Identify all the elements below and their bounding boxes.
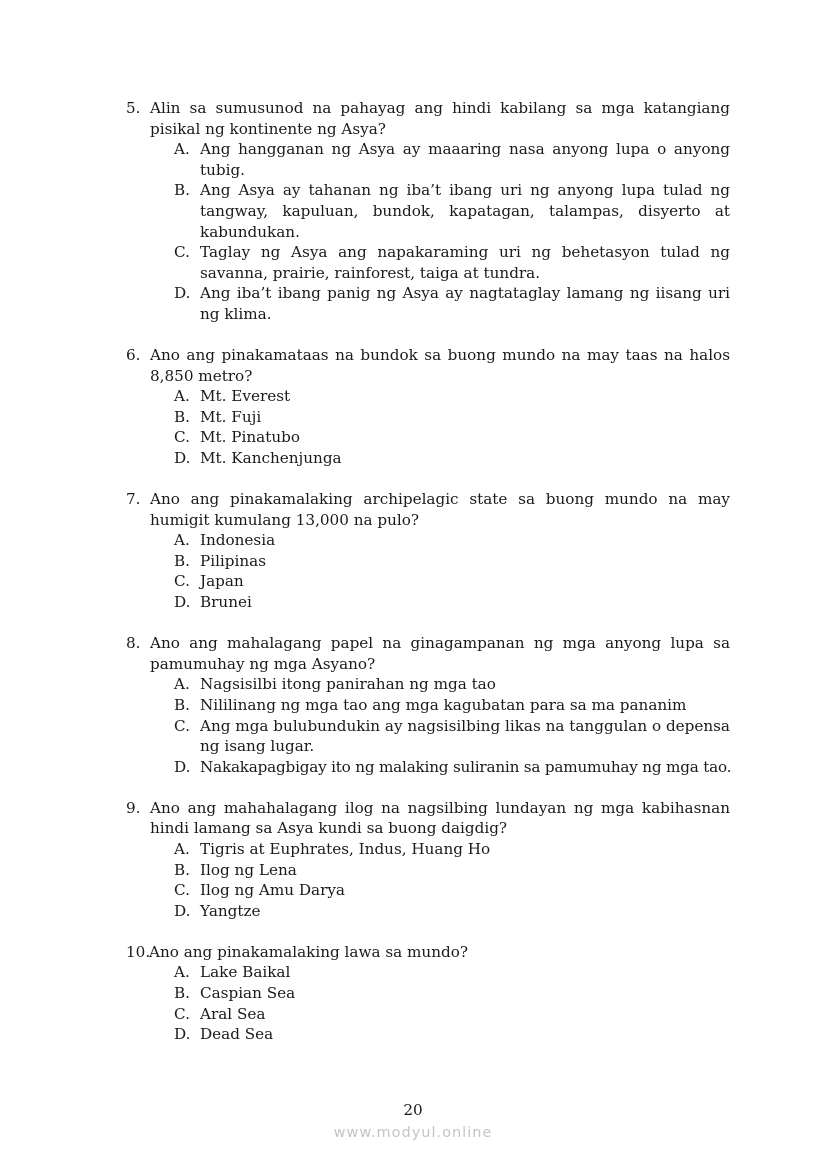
choice-text: Mt. Everest xyxy=(200,387,291,406)
choice-letter: C. xyxy=(174,881,190,900)
choice-text: Japan xyxy=(200,572,244,591)
choice-letter: D. xyxy=(174,449,191,467)
choice-letter: C. xyxy=(174,428,190,447)
choice-text: Brunei xyxy=(200,593,252,612)
choice-text: Nililinang ng mga tao ang mga kagubatan para sa ma pananim xyxy=(200,695,687,714)
choice-letter: D. xyxy=(174,593,191,612)
choice-letter: C. xyxy=(174,572,190,591)
choice-text: Yangtze xyxy=(200,901,261,920)
question-text: Ano ang pinakamalaking lawa sa mundo? xyxy=(149,942,468,961)
choice-letter: B. xyxy=(174,860,190,879)
choice-c xyxy=(174,716,730,757)
choice-b xyxy=(174,180,730,242)
question-5 xyxy=(126,98,730,325)
choice-letter: B. xyxy=(174,695,190,714)
choice-letter: D. xyxy=(174,1025,191,1044)
question-text: Ano ang mahalagang papel na ginagampanan ng mga anyong lupa sa pamumuhay ng mga Asyano? xyxy=(150,634,730,673)
choice-text: Ang Asya ay tahanan ng iba’t ibang uri ng anyong lupa tulad ng tangway, kapuluan, bundok, kapatagan, talampas, disyerto at kabundukan. xyxy=(200,181,730,241)
choice-text: Taglay ng Asya ang napakaraming uri ng behetasyon tulad ng savanna, prairie, rainforest, taiga at tundra. xyxy=(200,243,730,282)
question-10 xyxy=(126,942,730,1045)
choice-letter: A. xyxy=(174,675,190,694)
choice-text: Mt. Pinatubo xyxy=(200,428,300,447)
choice-text: Ang mga bulubundukin ay nagsisilbing likas na tanggulan o depensa ng isang lugar. xyxy=(200,716,730,756)
choice-a xyxy=(174,530,730,551)
choice-letter: B. xyxy=(174,407,190,426)
question-7 xyxy=(126,489,730,613)
choice-a xyxy=(174,386,730,407)
questions-section xyxy=(126,98,730,1065)
choice-text: Indonesia xyxy=(200,531,276,550)
choice-text: Pilipinas xyxy=(200,551,267,570)
choice-c xyxy=(174,880,730,901)
choice-b xyxy=(174,551,730,572)
choice-c xyxy=(174,427,730,448)
question-number: 6. xyxy=(126,346,141,365)
choice-b xyxy=(174,860,730,881)
choice-text: Caspian Sea xyxy=(200,984,296,1003)
choice-letter: B. xyxy=(174,551,190,570)
question-number: 8. xyxy=(126,634,141,653)
choice-list xyxy=(126,530,730,612)
choice-text: Nagsisilbi itong panirahan ng mga tao xyxy=(200,675,496,694)
choice-letter: B. xyxy=(174,984,190,1003)
question-9 xyxy=(126,798,730,922)
choice-letter: D. xyxy=(174,901,191,920)
choice-text: Ilog ng Amu Darya xyxy=(200,881,345,900)
choice-d xyxy=(174,901,730,922)
choice-letter: A. xyxy=(174,531,190,550)
choice-text: Lake Baikal xyxy=(200,963,291,982)
question-number: 5. xyxy=(126,99,141,117)
choice-c xyxy=(174,1004,730,1025)
choice-letter: D. xyxy=(174,757,191,776)
choice-text: Ang iba’t ibang panig ng Asya ay nagtataglay lamang ng iisang uri ng klima. xyxy=(200,284,730,323)
choice-c xyxy=(174,571,730,592)
choice-a xyxy=(174,839,730,860)
choice-list xyxy=(126,139,730,324)
choice-letter: A. xyxy=(174,963,190,982)
choice-letter: B. xyxy=(174,181,190,200)
page-number: 20 xyxy=(403,1101,423,1119)
choice-a xyxy=(174,674,730,695)
question-number: 9. xyxy=(126,798,141,817)
choice-letter: C. xyxy=(174,1004,190,1023)
choice-text: Aral Sea xyxy=(200,1004,266,1023)
choice-d xyxy=(174,592,730,613)
choice-letter: A. xyxy=(174,387,190,406)
question-text: Ano ang mahahalagang ilog na nagsilbing lundayan ng mga kabihasnan hindi lamang sa Asya kundi sa buong daigdig? xyxy=(150,798,730,838)
choice-text: Ang hangganan ng Asya ay maaaring nasa anyong lupa o anyong tubig. xyxy=(200,140,730,179)
question-6 xyxy=(126,345,730,469)
question-text: Ano ang pinakamataas na bundok sa buong mundo na may taas na halos 8,850 metro? xyxy=(150,346,730,385)
question-number: 7. xyxy=(126,490,141,509)
choice-a xyxy=(174,962,730,983)
choice-b xyxy=(174,983,730,1004)
choice-list xyxy=(126,386,730,468)
choice-letter: C. xyxy=(174,243,190,262)
choice-text: Mt. Kanchenjunga xyxy=(200,449,342,467)
question-text: Ano ang pinakamalaking archipelagic state sa buong mundo na may humigit kumulang 13,000 na pulo? xyxy=(150,490,730,529)
choice-c xyxy=(174,242,730,283)
question-text: Alin sa sumusunod na pahayag ang hindi kabilang sa mga katangiang pisikal ng kontinente ng Asya? xyxy=(150,99,730,138)
choice-b xyxy=(174,407,730,428)
choice-letter: C. xyxy=(174,716,190,735)
choice-list xyxy=(126,962,730,1044)
choice-a xyxy=(174,139,730,180)
choice-list xyxy=(126,839,730,921)
choice-letter: D. xyxy=(174,284,191,303)
choice-d xyxy=(174,1024,730,1045)
choice-d xyxy=(174,757,730,778)
choice-d xyxy=(174,448,730,469)
watermark: www.modyul.online xyxy=(333,1125,493,1141)
choice-text: Tigris at Euphrates, Indus, Huang Ho xyxy=(200,840,491,858)
question-number: 10. xyxy=(126,942,151,961)
choice-letter: A. xyxy=(174,140,190,159)
choice-letter: A. xyxy=(174,840,190,858)
choice-text: Nakakapagbigay ito ng malaking suliranin sa pamumuhay ng mga tao. xyxy=(200,757,732,776)
choice-b xyxy=(174,695,730,716)
question-8 xyxy=(126,633,730,777)
choice-text: Dead Sea xyxy=(200,1025,274,1044)
choice-d xyxy=(174,283,730,324)
choice-list xyxy=(126,674,730,777)
choice-text: Mt. Fuji xyxy=(200,407,262,426)
choice-text: Ilog ng Lena xyxy=(200,860,297,879)
